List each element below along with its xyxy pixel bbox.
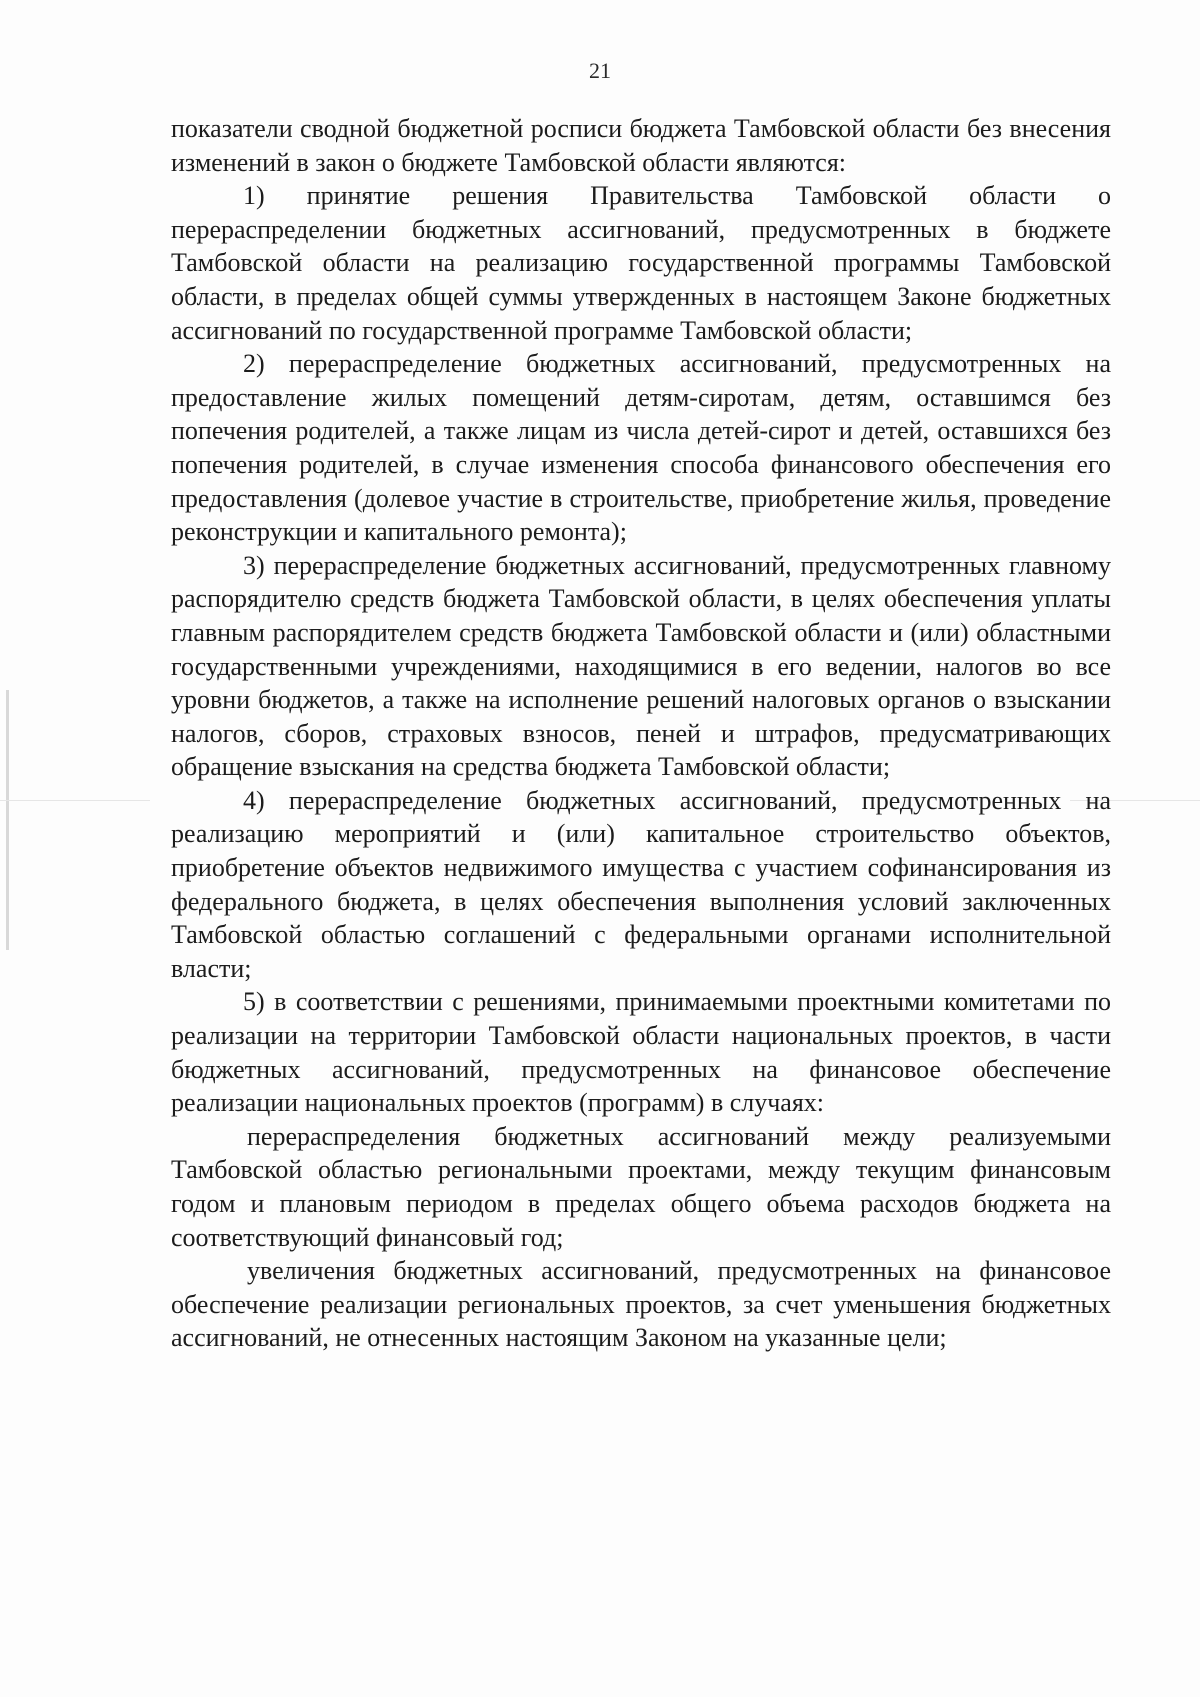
paragraph-item-5: 5) в соответствии с решениями, принимаемыми проектными комитетами по реализации на территории Тамбовской области национальных проектов, в части бюджетных ассигнований, предусмотренных на финансовое обеспечение реализации национальных проектов (программ) в случаях: [171, 987, 1111, 1118]
paragraph-intro: показатели сводной бюджетной росписи бюджета Тамбовской области без внесения изменений в закон о бюджете Тамбовской области являются: [171, 114, 1111, 177]
paragraph-subitem-increase: увеличения бюджетных ассигнований, предусмотренных на финансовое обеспечение реализации региональных проектов, за счет уменьшения бюджетных ассигнований, не отнесенных настоящим Законом на указанные цели; [171, 1256, 1111, 1353]
paragraph-item-2: 2) перераспределение бюджетных ассигнований, предусмотренных на предоставление жилых помещений детям-сиротам, детям, оставшимся без попечения родителей, а также лицам из числа детей-сирот и детей, оставшихся без попечения родителей, в случае изменения способа финансового обеспечения его предоставления (долевое участие в строительстве, приобретение жилья, проведение реконструкции и капитального ремонта); [171, 349, 1111, 547]
paragraph-item-4: 4) перераспределение бюджетных ассигнований, предусмотренных на реализацию мероприятий и (или) капитальное строительство объектов, приобретение объектов недвижимого имущества с участием софинансирования из федерального бюджета, в целях обеспечения выполнения условий заключенных Тамбовской областью соглашений с федеральными органами исполнительной власти; [171, 785, 1111, 983]
scan-fold-line-left [0, 800, 150, 801]
paragraph-item-3: 3) перераспределение бюджетных ассигнований, предусмотренных главному распорядителю средств бюджета Тамбовской области, в целях обеспечения уплаты главным распорядителем средств бюджета Тамбовской области и (или) областными государственными учреждениями, находящимися в его ведении, налогов во все уровни бюджетов, а также на исполнение решений налоговых органов о взыскании налогов, сборов, страховых взносов, пеней и штрафов, предусматривающих обращение взыскания на средства бюджета Тамбовской области; [171, 550, 1111, 782]
page-number: 21 [589, 58, 611, 83]
scan-edge-mark [6, 690, 9, 950]
document-body [171, 112, 1111, 1355]
paragraph-item-1: 1) принятие решения Правительства Тамбовской области о перераспределении бюджетных ассигнований, предусмотренных в бюджете Тамбовской области на реализацию государственной программы Тамбовской области, в пределах общей суммы утвержденных в настоящем Законе бюджетных ассигнований по государственной программе Тамбовской области; [171, 181, 1111, 345]
paragraph-subitem-redistribution: перераспределения бюджетных ассигнований между реализуемыми Тамбовской областью региональными проектами, между текущим финансовым годом и плановым периодом в пределах общего объема расходов бюджета на соответствующий финансовый год; [171, 1121, 1111, 1252]
